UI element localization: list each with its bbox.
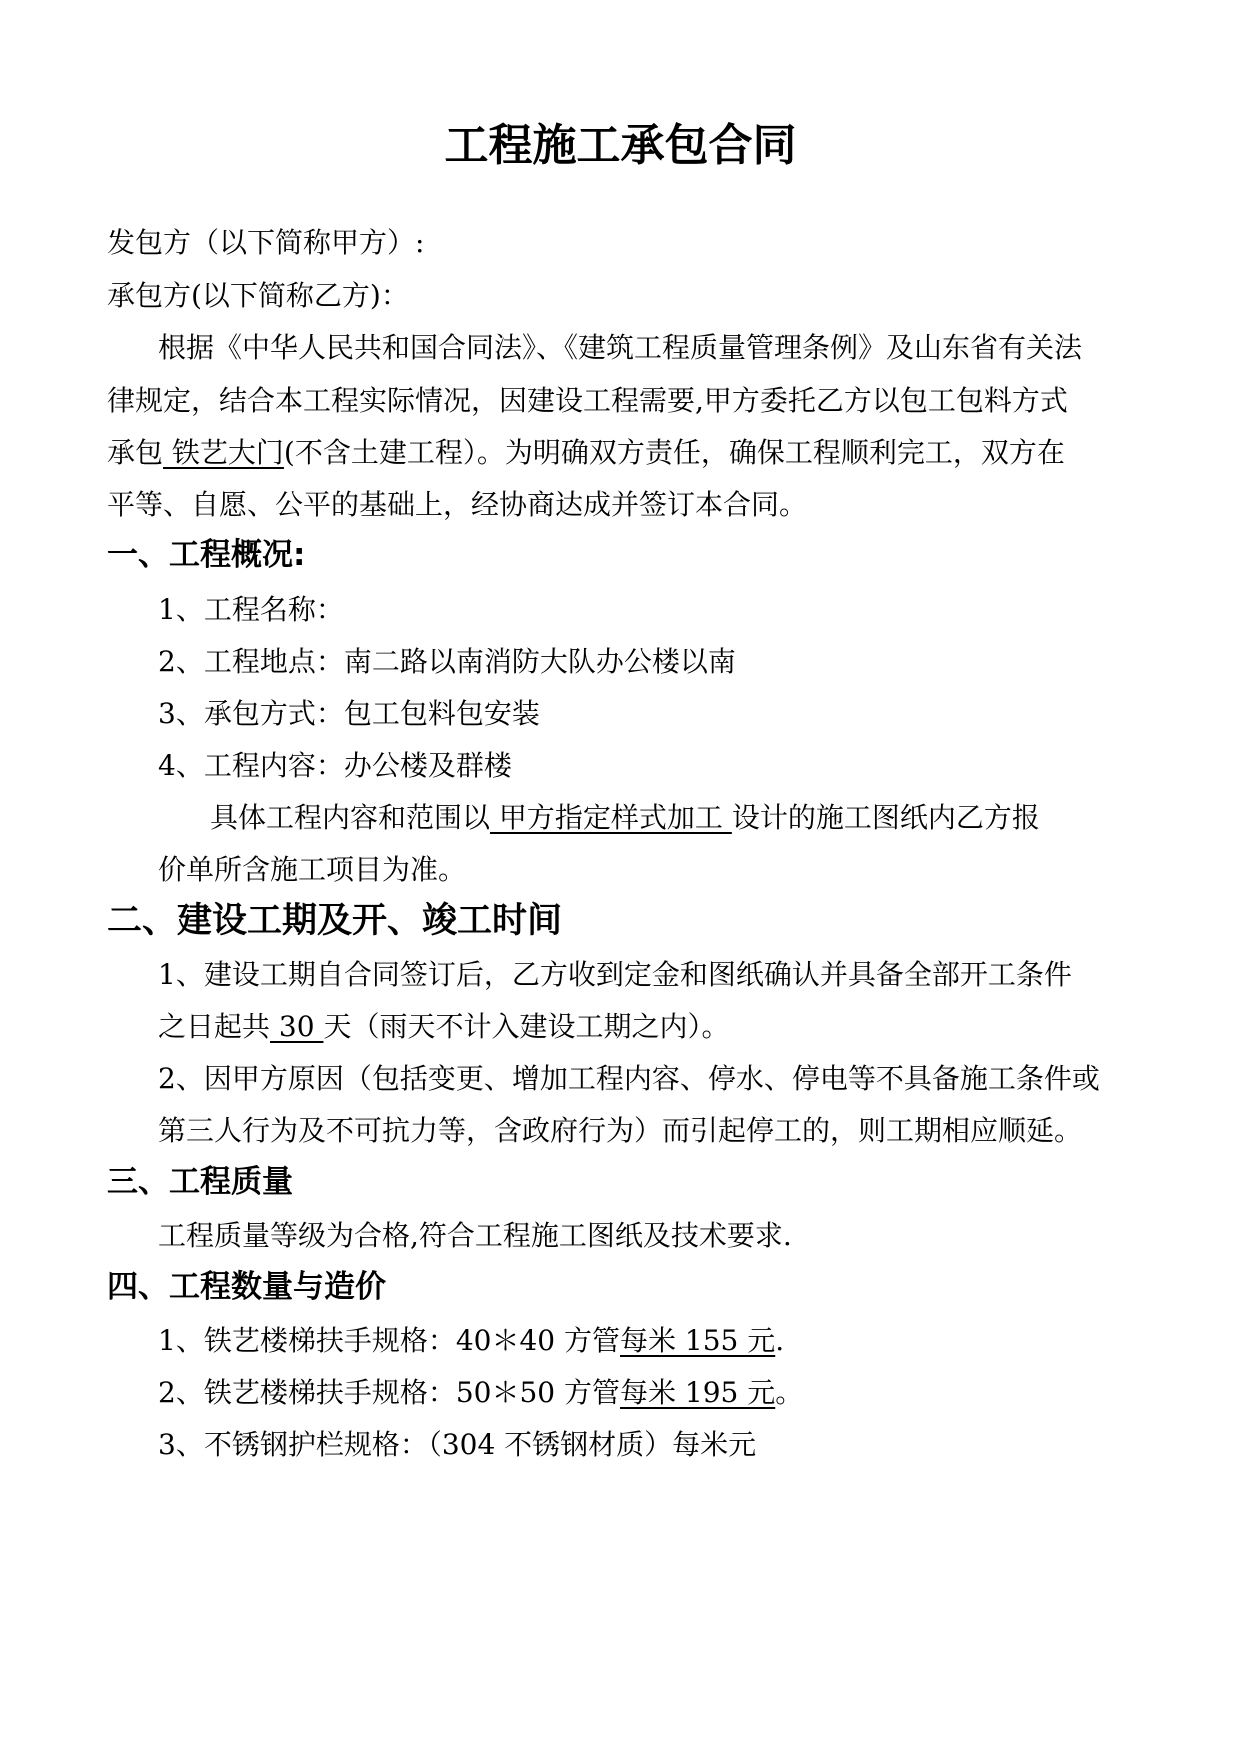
item-2-price: 每米 195 元 (619, 1376, 776, 1409)
section-1-item-1: 1、工程名称： (158, 593, 344, 626)
duration-suffix: 天（雨天不计入建设工期之内）。 (323, 1010, 730, 1043)
preamble-line-1: 根据《中华人民共和国合同法》、《建筑工程质量管理条例》及山东省有关法 (158, 331, 1083, 364)
section-4-item-2 (158, 1373, 803, 1413)
scope-prefix: 具体工程内容和范围以 (210, 801, 491, 834)
preamble-line-4: 平等、自愿、公平的基础上，经协商达成并签订本合同。 (107, 488, 808, 521)
section-2-item-1-line-2 (158, 1007, 729, 1047)
section-4-item-1 (158, 1321, 784, 1361)
preamble-line-3-suffix: (不含土建工程）。为明确双方责任，确保工程顺利完工，双方在 (283, 436, 1065, 469)
section-3-text: 工程质量等级为合格,符合工程施工图纸及技术要求. (158, 1219, 792, 1252)
duration-days: 30 (270, 1010, 324, 1043)
section-1-heading: 一、工程概况: (107, 537, 306, 573)
preamble-line-2: 律规定，结合本工程实际情况，因建设工程需要,甲方委托乙方以包工包料方式 (107, 384, 1068, 417)
scope-underlined: 甲方指定样式加工 (490, 801, 732, 834)
item-2-suffix: 。 (775, 1376, 804, 1409)
section-1-scope-line-1 (210, 798, 1040, 838)
item-1-price: 每米 155 元 (619, 1324, 776, 1357)
section-1-item-2: 2、工程地点：南二路以南消防大队办公楼以南 (158, 645, 736, 678)
section-2-item-1-line-1: 1、建设工期自合同签订后，乙方收到定金和图纸确认并具备全部开工条件 (158, 958, 1072, 991)
section-4-heading: 四、工程数量与造价 (107, 1269, 386, 1305)
section-3-heading: 三、工程质量 (107, 1164, 293, 1200)
document-title: 工程施工承包合同 (444, 120, 797, 171)
section-1-scope-line-2: 价单所含施工项目为准。 (158, 853, 467, 886)
item-1-spec: 1、铁艺楼梯扶手规格：40＊40 方管 (158, 1324, 620, 1357)
section-2-item-2-line-1: 2、因甲方原因（包括变更、增加工程内容、停水、停电等不具备施工条件或 (158, 1062, 1100, 1095)
section-4-item-3: 3、不锈钢护栏规格：（304 不锈钢材质）每米元 (158, 1428, 757, 1461)
duration-prefix: 之日起共 (158, 1010, 271, 1043)
section-1-item-3: 3、承包方式：包工包料包安装 (158, 697, 540, 730)
section-2-heading: 二、建设工期及开、竣工时间 (107, 901, 563, 941)
party-b-line: 承包方(以下简称乙方)： (107, 279, 409, 312)
section-2-item-2-line-2: 第三人行为及不可抗力等，含政府行为）而引起停工的，则工期相应顺延。 (158, 1114, 1083, 1147)
preamble-line-3-prefix: 承包 (107, 436, 164, 469)
project-name-underlined: 铁艺大门 (163, 436, 284, 469)
scope-suffix: 设计的施工图纸内乙方报 (731, 801, 1040, 834)
preamble-line-3 (107, 433, 1065, 473)
item-2-spec: 2、铁艺楼梯扶手规格：50＊50 方管 (158, 1376, 620, 1409)
item-1-suffix: . (775, 1324, 785, 1357)
section-1-item-4: 4、工程内容：办公楼及群楼 (158, 749, 512, 782)
party-a-line: 发包方（以下简称甲方）: (107, 226, 425, 259)
